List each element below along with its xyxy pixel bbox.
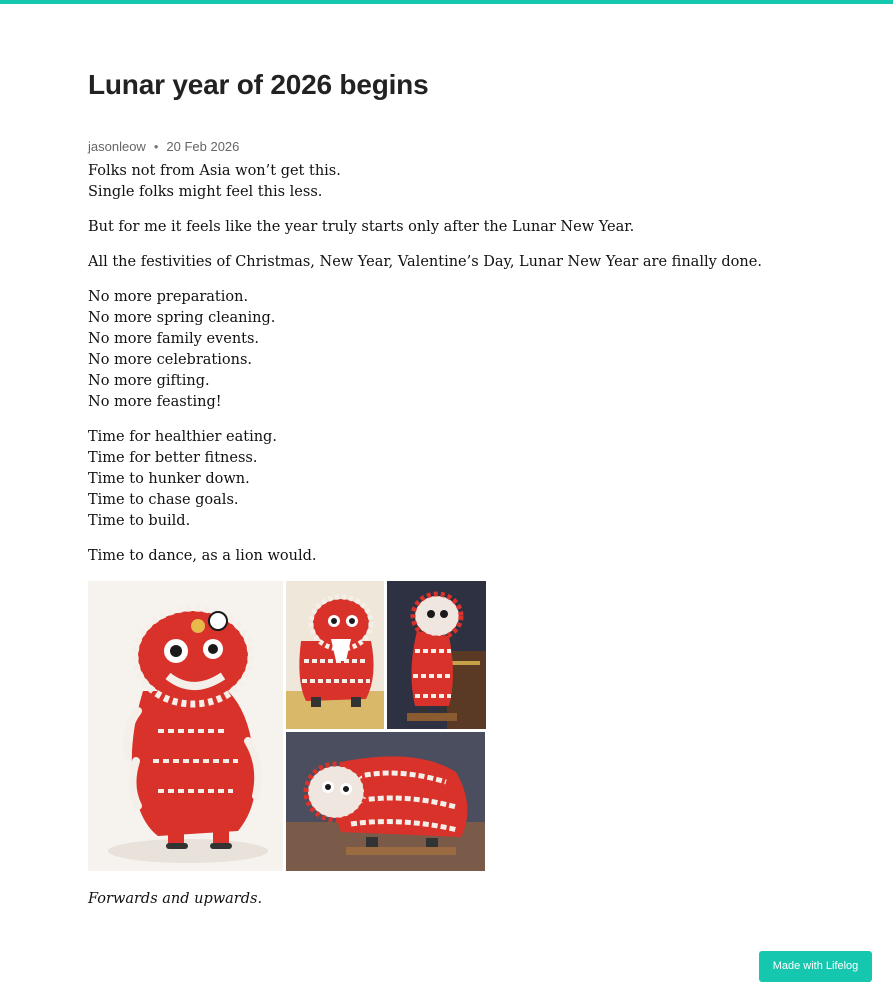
- lion-dance-illustration: [286, 581, 384, 729]
- meta-separator: •: [153, 139, 159, 154]
- lion-dance-image-collage[interactable]: [88, 581, 488, 873]
- paragraph-line: But for me it feels like the year truly starts only after the Lunar New Year.: [88, 219, 635, 235]
- paragraph-line: No more gifting.: [88, 373, 210, 389]
- paragraph-line: Time for better fitness.: [88, 450, 258, 466]
- lion-dance-image-wide[interactable]: [286, 732, 485, 871]
- paragraph-line: No more preparation.: [88, 289, 249, 305]
- paragraph-line: Time to chase goals.: [88, 492, 239, 508]
- lion-dance-image-small-1[interactable]: [286, 581, 384, 729]
- post-closing: Forwards and upwards.: [88, 891, 263, 907]
- paragraph-line: Time to hunker down.: [88, 471, 250, 487]
- paragraph-line: Time to build.: [88, 513, 191, 529]
- paragraph-line: Folks not from Asia won’t get this.: [88, 163, 341, 179]
- paragraph: [88, 546, 808, 567]
- paragraph: [88, 252, 808, 273]
- paragraph: [88, 161, 808, 203]
- lion-dance-image-large[interactable]: [88, 581, 283, 871]
- made-with-lifelog-button[interactable]: Made with Lifelog: [759, 951, 872, 982]
- post-meta: [88, 138, 808, 156]
- paragraph: [88, 287, 808, 413]
- paragraph-line: All the festivities of Christmas, New Year, Valentine’s Day, Lunar New Year are finally done.: [88, 254, 762, 270]
- lion-dance-image-small-2[interactable]: [387, 581, 486, 729]
- lion-dance-illustration: [387, 581, 486, 729]
- post-author[interactable]: jasonleow: [88, 139, 146, 154]
- paragraph-line: Time for healthier eating.: [88, 429, 277, 445]
- post-date: 20 Feb 2026: [166, 139, 240, 154]
- paragraph-line: No more spring cleaning.: [88, 310, 276, 326]
- paragraph-line: Single folks might feel this less.: [88, 184, 323, 200]
- post-title: Lunar year of 2026 begins: [88, 69, 429, 100]
- post-body: [88, 161, 808, 567]
- post-article: [88, 60, 808, 910]
- lion-dance-illustration: [88, 581, 283, 871]
- paragraph: [88, 217, 808, 238]
- paragraph-line: Time to dance, as a lion would.: [88, 548, 317, 564]
- paragraph-line: No more feasting!: [88, 394, 222, 410]
- top-accent-bar: [0, 0, 893, 4]
- paragraph-line: No more family events.: [88, 331, 260, 347]
- paragraph: [88, 427, 808, 532]
- lion-dance-illustration: [286, 732, 485, 871]
- paragraph-line: No more celebrations.: [88, 352, 252, 368]
